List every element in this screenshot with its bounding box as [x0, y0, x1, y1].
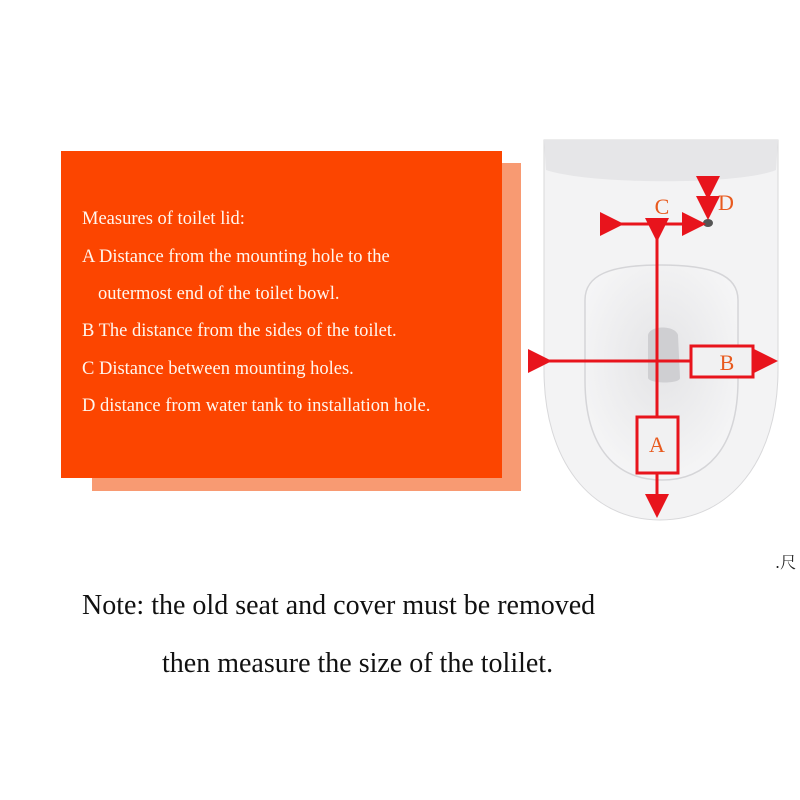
info-title: Measures of toilet lid: [82, 209, 245, 229]
info-item-b: B The distance from the sides of the toilet. [82, 321, 397, 341]
info-item-d: D distance from water tank to installation hole. [82, 396, 431, 416]
label-d: D [718, 190, 734, 215]
info-item-c: C Distance between mounting holes. [82, 359, 354, 379]
note-line-1: Note: the old seat and cover must be removed [82, 590, 596, 621]
label-a: A [649, 432, 665, 457]
info-item-a-cont: outermost end of the toilet bowl. [98, 284, 340, 304]
cropped-side-text: .尺 [775, 553, 797, 572]
label-c: C [654, 194, 670, 219]
info-item-a: A Distance from the mounting hole to the [82, 247, 390, 267]
label-b: B [719, 350, 735, 375]
note-line-2: then measure the size of the tolilet. [162, 648, 554, 679]
